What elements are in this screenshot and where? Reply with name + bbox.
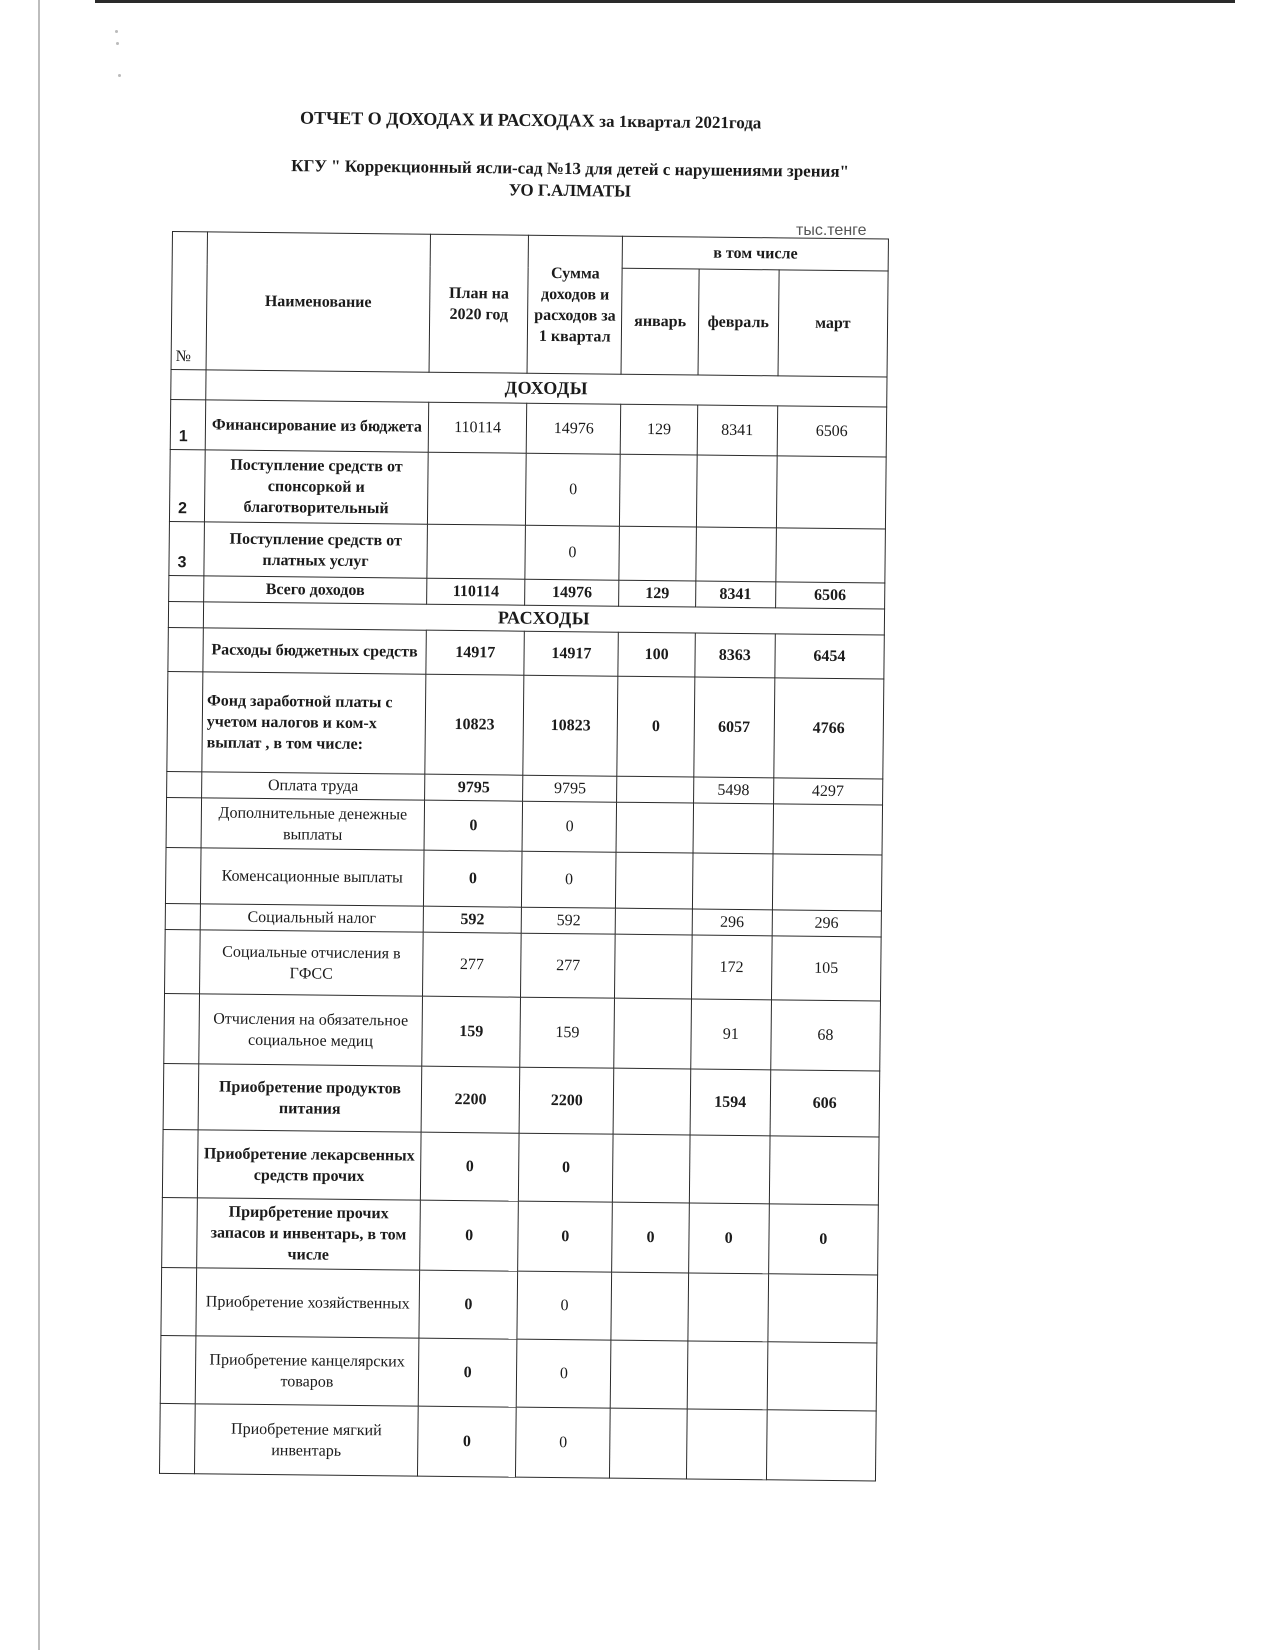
row-number	[167, 771, 202, 797]
row-name: Приобретение лекарсвенных средств прочих	[197, 1130, 421, 1200]
row-mar: 4297	[773, 778, 883, 805]
row-feb: 6057	[694, 677, 775, 778]
row-name: Фонд заработной платы с учетом налогов и ком-х выплат , в том числе:	[202, 672, 426, 774]
row-number	[167, 671, 203, 771]
table-row	[170, 399, 886, 456]
row-feb	[693, 803, 773, 854]
row-number	[169, 575, 204, 601]
table-row	[164, 993, 881, 1070]
row-name: Социальный налог	[200, 904, 423, 932]
table-row	[160, 1335, 877, 1410]
row-mar: 4766	[773, 678, 883, 779]
row-number	[165, 903, 200, 929]
row-feb	[687, 1341, 767, 1410]
table-row	[162, 1129, 879, 1204]
row-plan: 110114	[428, 402, 527, 453]
row-plan: 0	[420, 1200, 519, 1271]
row-jan	[614, 998, 691, 1069]
row-jan	[617, 776, 694, 803]
row-jan	[616, 852, 693, 909]
row-sum: 10823	[523, 675, 618, 776]
scan-edge-top	[95, 0, 1235, 3]
row-sum: 0	[517, 1271, 612, 1340]
table-row	[166, 797, 882, 854]
table-row	[165, 929, 882, 1000]
row-number: 2	[169, 449, 205, 521]
row-plan: 0	[419, 1270, 518, 1339]
row-name: Поступление средств от спонсоркой и благотворительный	[204, 450, 428, 524]
row-plan: 0	[423, 850, 522, 907]
col-header-jan: январь	[621, 268, 699, 375]
row-sum: 0	[517, 1339, 612, 1408]
row-jan: 0	[617, 676, 695, 777]
col-header-plan: План на 2020 год	[429, 234, 529, 373]
row-name: Социальные отчисления в ГФСС	[199, 930, 423, 996]
row-feb: 91	[691, 999, 772, 1070]
row-sum: 592	[521, 907, 615, 934]
row-mar	[773, 804, 883, 855]
title-main: ОТЧЕТ О ДОХОДАХ И РАСХОДАХ	[299, 107, 595, 131]
row-name: Расходы бюджетных средств	[203, 628, 426, 674]
row-feb: 1594	[690, 1069, 770, 1136]
row-number	[165, 929, 201, 993]
table-row	[169, 521, 886, 582]
row-mar	[767, 1342, 877, 1411]
header-row-1	[172, 232, 888, 271]
row-sum: 14917	[524, 631, 618, 676]
row-plan: 2200	[421, 1066, 520, 1133]
row-jan	[619, 526, 696, 581]
report-sheet	[159, 231, 889, 1481]
row-name: Приобретение канцелярских товаров	[195, 1336, 419, 1406]
row-sum: 0	[526, 453, 621, 526]
row-name: Прирбретение прочих запасов и инвентарь, в том числе	[197, 1198, 421, 1270]
table-row	[169, 449, 886, 528]
row-number	[162, 1129, 198, 1197]
row-mar	[769, 1136, 879, 1205]
row-jan	[611, 1272, 688, 1341]
row-name: Коменсационные выплаты	[200, 848, 424, 906]
row-feb	[686, 1409, 767, 1480]
org-line-1: КГУ " Коррекционный ясли-сад №13 для детей с нарушениями зрения"	[291, 156, 850, 181]
row-number	[163, 1063, 199, 1129]
org-line-2: УО Г.АЛМАТЫ	[508, 180, 632, 201]
row-jan	[620, 454, 697, 527]
unit-label: тыс.тенге	[796, 222, 867, 239]
row-plan: 277	[422, 932, 521, 997]
row-number: 1	[170, 399, 205, 449]
row-feb: 8341	[697, 405, 777, 456]
row-sum: 0	[525, 525, 620, 580]
organization-name	[260, 155, 880, 205]
row-jan: 0	[612, 1202, 689, 1273]
row-feb: 172	[691, 935, 771, 1000]
row-jan	[611, 1340, 688, 1409]
row-name: Отчисления на обязательное социальное медиц	[199, 994, 423, 1066]
row-jan	[613, 1068, 690, 1135]
col-header-mar: март	[778, 270, 888, 377]
row-sum: 14976	[525, 579, 619, 606]
row-number	[160, 1335, 196, 1403]
col-header-num: №	[171, 232, 207, 370]
table-row	[168, 627, 884, 678]
row-mar: 0	[768, 1204, 878, 1275]
section-title-income: ДОХОДЫ	[206, 370, 887, 407]
row-name: Финансирование из бюджета	[205, 400, 428, 452]
row-sum: 0	[518, 1201, 613, 1272]
row-sum: 14976	[527, 403, 622, 454]
scan-edge-left	[38, 0, 40, 1650]
scan-speck	[116, 42, 119, 45]
col-header-name: Наименование	[206, 232, 430, 372]
col-header-including: в том числе	[622, 236, 888, 271]
row-jan	[613, 1134, 690, 1203]
table-row	[161, 1267, 878, 1342]
row-number	[161, 1267, 197, 1335]
col-header-sum: Сумма доходов и расходов за 1 квартал	[527, 235, 622, 374]
row-plan	[427, 452, 526, 525]
row-name: Приобретение мягкий инвентарь	[194, 1404, 418, 1476]
row-name: Приобретение продуктов питания	[198, 1064, 422, 1132]
row-sum: 277	[521, 933, 616, 998]
table-row	[167, 671, 884, 778]
section-spacer	[171, 369, 206, 399]
row-mar	[766, 1410, 876, 1481]
row-sum: 2200	[519, 1067, 614, 1134]
row-jan: 100	[618, 632, 695, 677]
row-number	[166, 797, 201, 847]
row-feb	[696, 455, 777, 528]
row-name: Дополнительные денежные выплаты	[201, 798, 424, 850]
table-row	[162, 1197, 879, 1274]
row-jan	[615, 934, 692, 999]
row-mar	[776, 456, 886, 529]
table-row	[165, 847, 882, 910]
row-jan	[615, 908, 692, 935]
col-header-feb: февраль	[698, 269, 779, 376]
row-sum: 159	[520, 997, 615, 1068]
row-plan: 159	[422, 996, 521, 1067]
row-plan: 0	[418, 1338, 517, 1407]
row-plan: 110114	[427, 578, 526, 605]
row-plan: 0	[420, 1132, 519, 1201]
row-mar	[768, 1274, 878, 1343]
row-plan: 0	[424, 800, 523, 851]
row-plan	[427, 524, 526, 579]
row-feb: 296	[692, 909, 772, 936]
row-feb	[689, 1135, 769, 1204]
row-number: 3	[169, 521, 205, 575]
row-number	[162, 1197, 198, 1267]
title-period: за 1квартал 2021года	[599, 111, 762, 133]
row-plan: 592	[423, 906, 522, 933]
row-feb: 5498	[693, 777, 773, 804]
row-mar: 6506	[777, 406, 887, 457]
row-mar: 296	[772, 910, 882, 937]
row-number	[159, 1403, 195, 1473]
row-jan: 129	[621, 404, 698, 455]
row-feb	[696, 527, 776, 582]
row-name: Оплата труда	[202, 772, 425, 800]
row-sum: 0	[522, 801, 617, 852]
row-plan: 9795	[425, 774, 524, 801]
document-title	[300, 108, 762, 134]
scan-speck	[115, 30, 118, 33]
scan-speck	[118, 74, 121, 77]
row-number	[165, 847, 201, 903]
row-jan	[616, 802, 693, 853]
row-mar: 6454	[774, 634, 884, 679]
row-name: Приобретение хозяйственных	[196, 1268, 420, 1338]
row-jan	[610, 1408, 687, 1479]
row-mar: 6506	[775, 582, 885, 609]
table-row	[163, 1063, 880, 1136]
row-plan: 14917	[426, 630, 525, 675]
row-number	[168, 627, 203, 671]
row-number	[164, 993, 200, 1063]
row-sum: 0	[516, 1407, 611, 1478]
table-row	[159, 1403, 876, 1480]
section-title-expenses: РАСХОДЫ	[203, 602, 884, 635]
row-mar: 606	[770, 1070, 880, 1137]
row-plan: 0	[417, 1406, 516, 1477]
report-table	[159, 231, 889, 1481]
row-mar	[772, 854, 882, 911]
row-mar: 68	[770, 1000, 880, 1071]
section-spacer	[168, 601, 203, 627]
row-feb: 0	[688, 1203, 769, 1274]
row-sum: 9795	[523, 775, 617, 802]
row-sum: 0	[519, 1133, 614, 1202]
row-name: Всего доходов	[204, 576, 427, 604]
row-feb	[688, 1273, 768, 1342]
row-feb	[692, 853, 772, 910]
row-name: Поступление средств от платных услуг	[204, 522, 428, 578]
row-feb: 8363	[695, 633, 775, 678]
row-sum: 0	[522, 851, 617, 908]
row-feb: 8341	[695, 581, 775, 608]
row-mar: 105	[771, 936, 881, 1001]
row-jan: 129	[619, 580, 696, 607]
row-mar	[775, 528, 885, 583]
row-plan: 10823	[425, 674, 524, 775]
